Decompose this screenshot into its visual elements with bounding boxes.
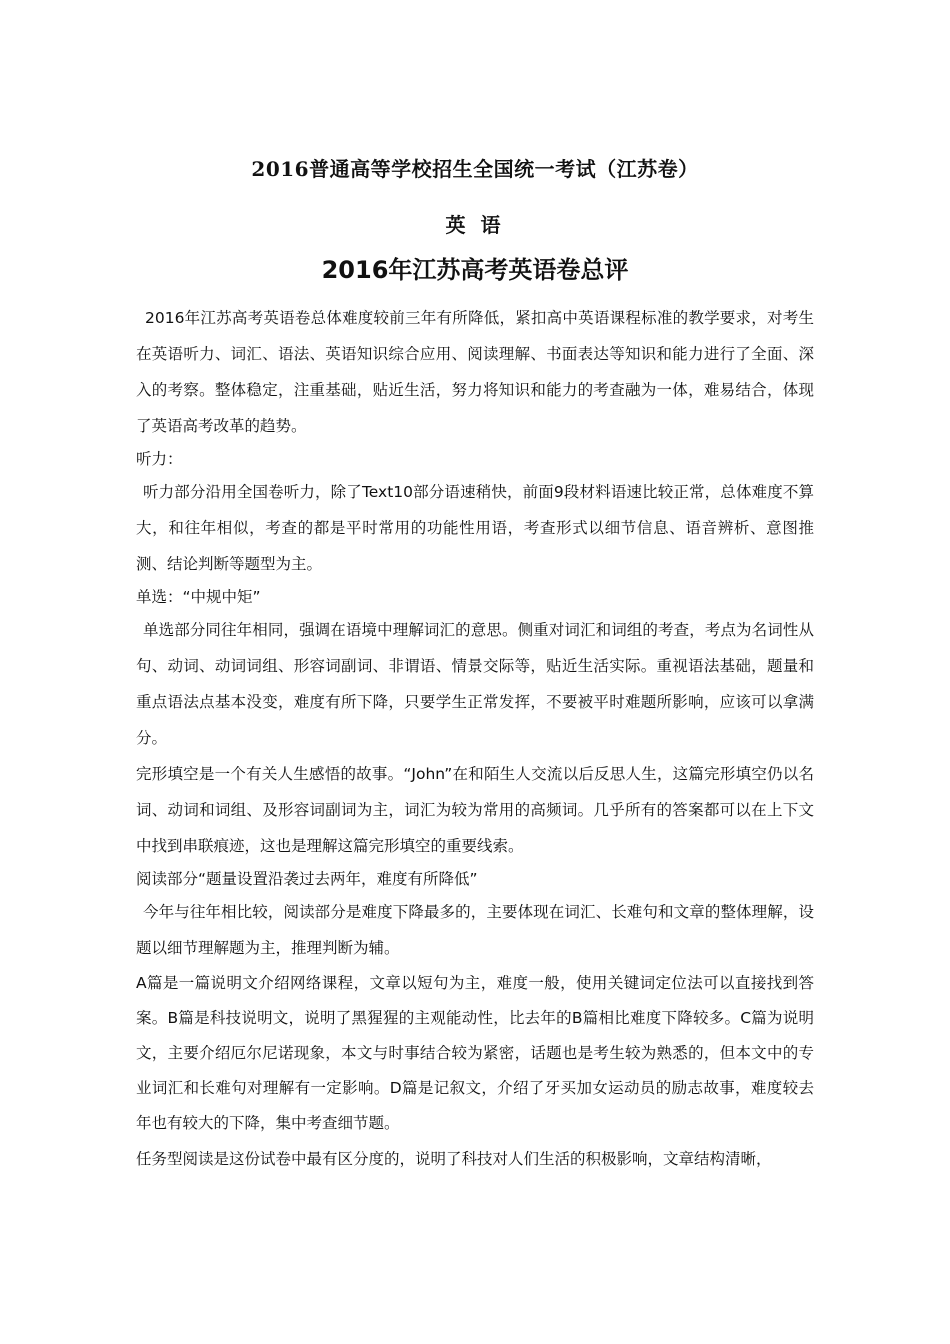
listening-heading: 听力：	[136, 450, 183, 468]
single-choice-paragraph: 单选部分同往年相同，强调在语境中理解词汇的意思。侧重对词汇和词组的考查，考点为名词性从句、动词、动词词组、形容词副词、非谓语、情景交际等，贴近生活实际。重视语法基础，题量和重点语法点基本没变，难度有所下降，只要学生正常发挥，不要被平时难题所影响，应该可以拿满分。	[136, 621, 814, 747]
single-choice-heading: 单选：“中规中矩”	[136, 588, 261, 606]
exam-title: 2016普通高等学校招生全国统一考试（江苏卷）	[251, 157, 699, 181]
intro-paragraph: 2016年江苏高考英语卷总体难度较前三年有所降低，紧扣高中英语课程标准的教学要求，对考生在英语听力、词汇、语法、英语知识综合应用、阅读理解、书面表达等知识和能力进行了全面、深入的考察。整体稳定，注重基础，贴近生活，努力将知识和能力的考查融为一体，难易结合，体现了英语高考改革的趋势。	[136, 309, 814, 435]
cloze-paragraph: 完形填空是一个有关人生感悟的故事。“John”在和陌生人交流以后反思人生，这篇完形填空仍以名词、动词和词组、及形容词副词为主，词汇为较为常用的高频词。几乎所有的答案都可以在上下文中找到串联痕迹，这也是理解这篇完形填空的重要线索。	[136, 765, 814, 855]
document-body	[136, 300, 814, 1177]
passages-paragraph: A篇是一篇说明文介绍网络课程，文章以短句为主，难度一般，使用关键词定位法可以直接找到答案。B篇是科技说明文，说明了黑猩猩的主观能动性，比去年的B篇相比难度下降较多。C篇为说明文，主要介绍厄尔尼诺现象，本文与时事结合较为紧密，话题也是考生较为熟悉的，但本文中的专业词汇和长难句对理解有一定影响。D篇是记叙文，介绍了牙买加女运动员的励志故事，难度较去年也有较大的下降，集中考查细节题。	[136, 974, 814, 1132]
listening-paragraph: 听力部分沿用全国卷听力，除了Text10部分语速稍快，前面9段材料语速比较正常，总体难度不算大，和往年相似，考查的都是平时常用的功能性用语，考查形式以细节信息、语音辨析、意图推测、结论判断等题型为主。	[136, 483, 814, 573]
task-reading-paragraph: 任务型阅读是这份试卷中最有区分度的，说明了科技对人们生活的积极影响，文章结构清晰，	[136, 1150, 772, 1168]
subject-title: 英 语	[445, 213, 505, 237]
review-title: 2016年江苏高考英语卷总评	[321, 256, 629, 284]
reading-paragraph: 今年与往年相比较，阅读部分是难度下降最多的，主要体现在词汇、长难句和文章的整体理解，设题以细节理解题为主，推理判断为辅。	[136, 903, 814, 957]
reading-heading: 阅读部分“题量设置沿袭过去两年，难度有所降低”	[136, 870, 478, 888]
